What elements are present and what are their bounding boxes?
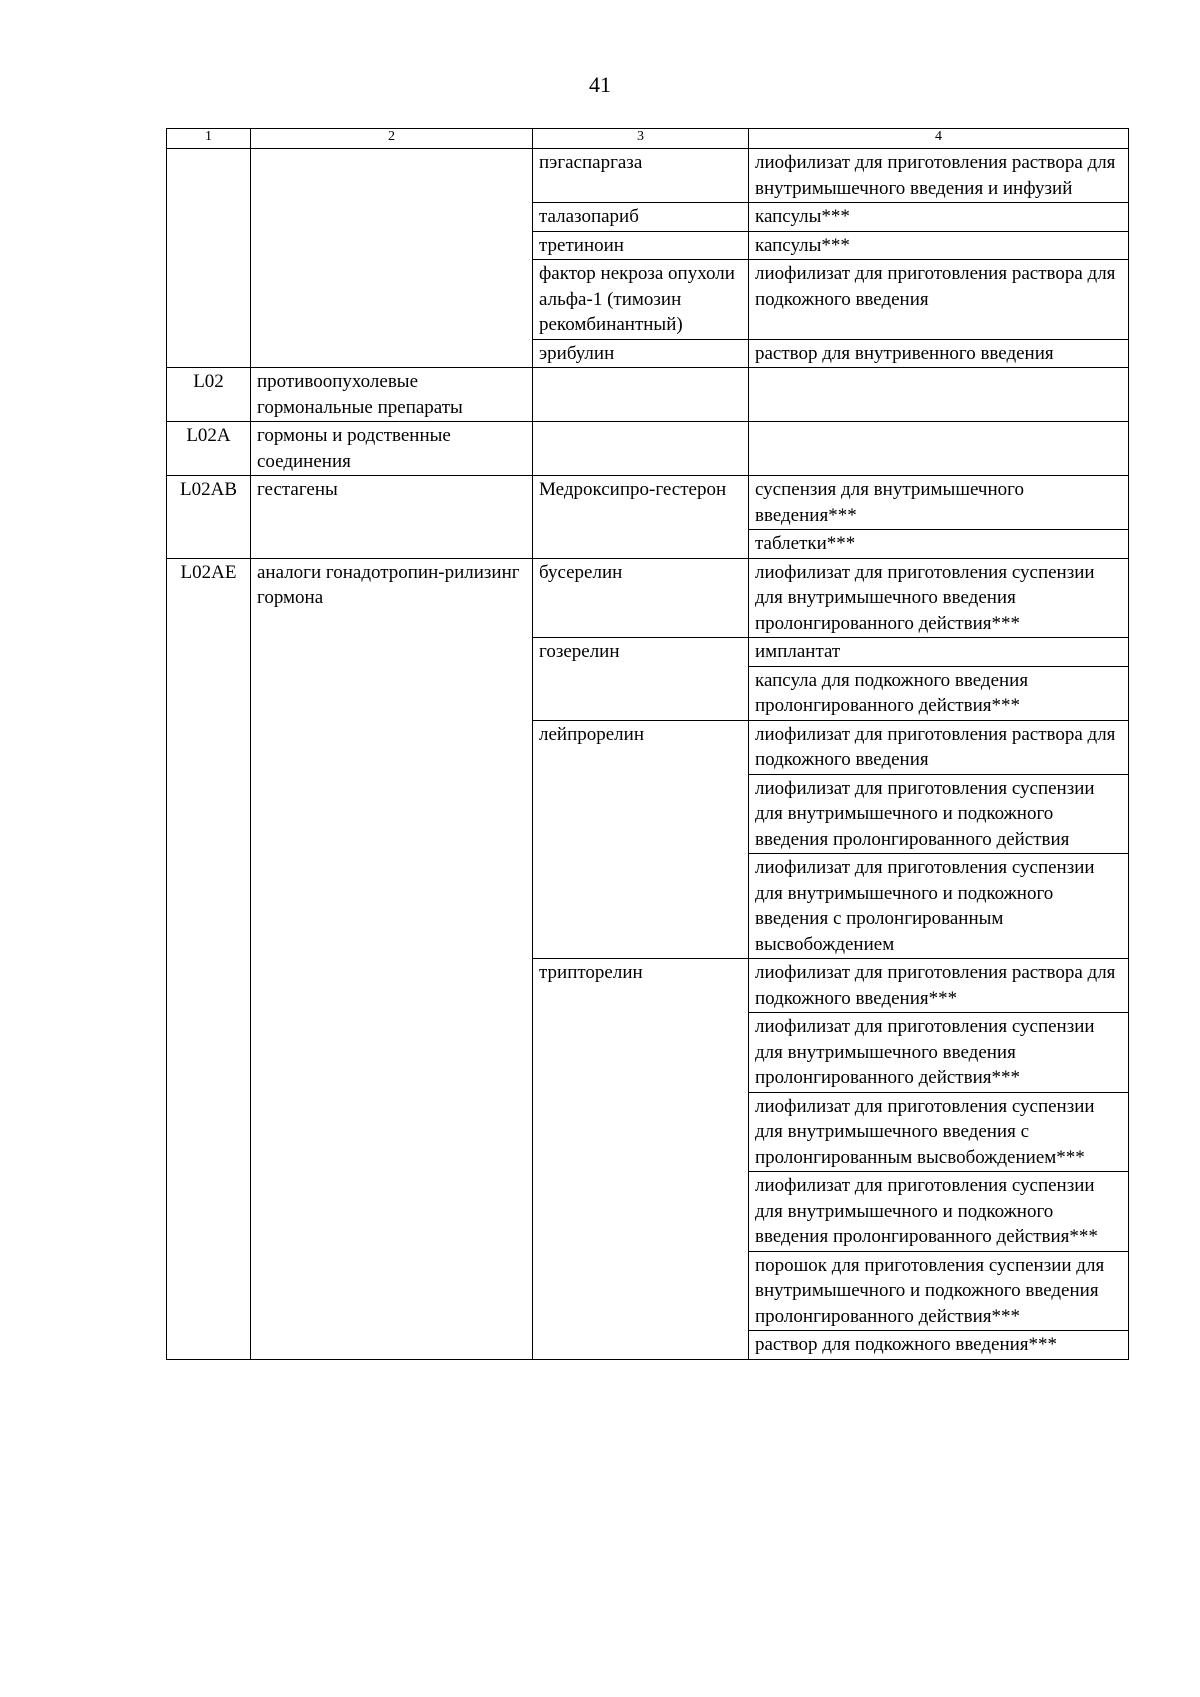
table-row [167,368,1129,422]
drug-name-cell: фактор некроза опухоли альфа-1 (тимозин рекомбинантный) [533,260,749,340]
group-name-cell [251,149,533,368]
group-name-cell: гестагены [251,476,533,559]
dosage-form-cell: порошок для приготовления суспензии для внутримышечного и подкожного введения пролонгированного действия*** [749,1251,1129,1331]
drug-table [166,128,1129,1360]
dosage-form-cell: лиофилизат для приготовления суспензии для внутримышечного и подкожного введения пролонгированного действия [749,774,1129,854]
drug-name-cell: Медроксипро-гестерон [533,476,749,559]
dosage-form-cell [749,368,1129,422]
drug-name-cell: лейпрорелин [533,720,749,959]
code-cell: L02A [167,422,251,476]
header-cell-4: 4 [749,129,1129,149]
dosage-form-cell: капсула для подкожного введения пролонгированного действия*** [749,666,1129,720]
dosage-form-cell: раствор для внутривенного введения [749,339,1129,368]
drug-name-cell: гозерелин [533,638,749,721]
drug-name-cell [533,422,749,476]
dosage-form-cell: лиофилизат для приготовления суспензии для внутримышечного введения пролонгированного действия*** [749,558,1129,638]
drug-name-cell: эрибулин [533,339,749,368]
table-row [167,558,1129,638]
dosage-form-cell: капсулы*** [749,231,1129,260]
header-cell-1: 1 [167,129,251,149]
dosage-form-cell: лиофилизат для приготовления суспензии для внутримышечного и подкожного введения с пролонгированным высвобождением [749,854,1129,959]
table-header-row [167,129,1129,149]
dosage-form-cell: таблетки*** [749,530,1129,559]
dosage-form-cell: лиофилизат для приготовления суспензии для внутримышечного введения пролонгированного действия*** [749,1013,1129,1093]
code-cell [167,149,251,368]
page-number: 41 [589,72,611,97]
dosage-form-cell: лиофилизат для приготовления раствора для подкожного введения [749,720,1129,774]
dosage-form-cell: лиофилизат для приготовления раствора для внутримышечного введения и инфузий [749,149,1129,203]
drug-name-cell: бусерелин [533,558,749,638]
dosage-form-cell: капсулы*** [749,203,1129,232]
code-cell: L02AE [167,558,251,1359]
table-row [167,422,1129,476]
drug-name-cell: трипторелин [533,959,749,1360]
dosage-form-cell [749,422,1129,476]
header-cell-2: 2 [251,129,533,149]
dosage-form-cell: имплантат [749,638,1129,667]
code-cell: L02AB [167,476,251,559]
drug-name-cell: талазопариб [533,203,749,232]
code-cell: L02 [167,368,251,422]
dosage-form-cell: лиофилизат для приготовления суспензии для внутримышечного и подкожного введения пролонгированного действия*** [749,1172,1129,1252]
group-name-cell: гормоны и родственные соединения [251,422,533,476]
drug-name-cell: третиноин [533,231,749,260]
header-cell-3: 3 [533,129,749,149]
dosage-form-cell: суспензия для внутримышечного введения*** [749,476,1129,530]
table-row [167,149,1129,203]
dosage-form-cell: лиофилизат для приготовления суспензии для внутримышечного введения с пролонгированным высвобождением*** [749,1092,1129,1172]
group-name-cell: аналоги гонадотропин-рилизинг гормона [251,558,533,1359]
drug-name-cell [533,368,749,422]
group-name-cell: противоопухолевые гормональные препараты [251,368,533,422]
dosage-form-cell: лиофилизат для приготовления раствора для подкожного введения [749,260,1129,340]
drug-name-cell: пэгаспаргаза [533,149,749,203]
table-row [167,476,1129,530]
dosage-form-cell: лиофилизат для приготовления раствора для подкожного введения*** [749,959,1129,1013]
dosage-form-cell: раствор для подкожного введения*** [749,1331,1129,1360]
